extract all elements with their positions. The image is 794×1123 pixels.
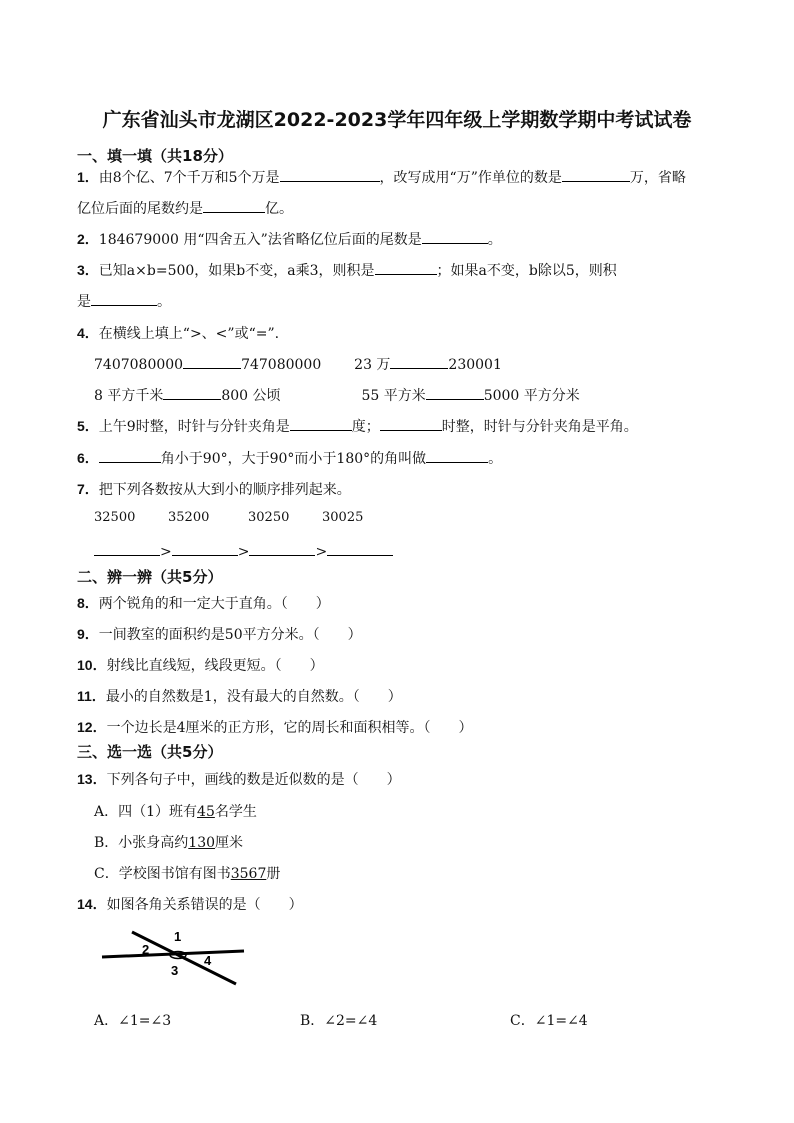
question-text: 一个边长是4厘米的正方形，它的周长和面积相等。（ ） [106, 720, 473, 736]
question-7 [77, 479, 351, 499]
question-8 [77, 593, 330, 613]
compare-item: 55 平方米 [361, 388, 426, 404]
question-number: 12． [77, 719, 107, 735]
q13-option-c[interactable] [94, 863, 280, 883]
option-text: C．学校图书馆有图书 [94, 866, 231, 882]
question-4 [77, 323, 279, 343]
question-text: 已知a×b=500，如果b不变，a乘3，则积是 [98, 263, 375, 279]
answer-blank[interactable] [91, 291, 157, 306]
compare-item: 5000 平方分米 [483, 388, 580, 404]
question-text: ，改写成用“万”作单位的数是 [379, 170, 562, 186]
greater-than-sign: > [160, 544, 172, 560]
question-13 [77, 769, 401, 789]
answer-blank[interactable] [380, 416, 442, 431]
option-text: B．小张身高约 [94, 835, 189, 851]
q14-option-a[interactable]: A．∠1=∠3 [94, 1013, 172, 1029]
section-heading-judge: 二、辨一辨（共5分） [77, 568, 223, 586]
answer-blank[interactable] [99, 448, 161, 463]
angle-label-3: 3 [171, 963, 179, 978]
greater-than-sign: > [315, 544, 328, 560]
question-number: 10． [77, 657, 107, 673]
question-text: 。 [157, 294, 171, 310]
compare-item: 800 公顷 [221, 388, 281, 404]
angle-label-2: 2 [142, 942, 150, 957]
answer-blank[interactable] [422, 229, 488, 244]
question-number: 1． [77, 169, 99, 185]
question-number: 13． [77, 771, 107, 787]
compare-item: 230001 [448, 357, 502, 373]
answer-blank[interactable] [290, 416, 352, 431]
answer-blank[interactable] [426, 385, 484, 400]
q13-option-a[interactable] [94, 801, 257, 821]
question-text: ；如果a不变，b除以5，则积 [436, 263, 617, 279]
question-number: 9． [77, 626, 99, 642]
question-12 [77, 717, 472, 737]
question-text: 射线比直线短，线段更短。（ ） [106, 658, 324, 674]
answer-blank[interactable] [280, 167, 380, 182]
angle-label-4: 4 [204, 953, 212, 968]
question-text: 。 [488, 451, 503, 467]
question-number: 5． [77, 418, 99, 434]
question-number: 14． [77, 896, 107, 912]
question-text: 亿位后面的尾数约是 [77, 201, 203, 217]
answer-blank[interactable] [163, 385, 221, 400]
answer-blank[interactable] [249, 541, 315, 556]
question-text: 在横线上填上“>、<”或“=”. [98, 326, 280, 342]
compare-item: 23 万 [354, 357, 391, 373]
answer-blank[interactable] [183, 354, 241, 369]
answer-blank[interactable] [375, 260, 437, 275]
question-text: 下列各句子中，画线的数是近似数的是（ ） [106, 772, 401, 788]
question-text: 把下列各数按从大到小的顺序排列起来。 [98, 482, 351, 498]
question-3-line-1 [77, 260, 617, 280]
question-4-row-2 [94, 385, 580, 405]
angle-label-1: 1 [174, 929, 182, 944]
question-number: 4． [77, 325, 99, 341]
question-2 [77, 229, 502, 249]
question-number: 8． [77, 595, 99, 611]
answer-blank[interactable] [94, 541, 160, 556]
question-6 [77, 448, 502, 468]
q7-number-2: 35200 [168, 510, 210, 525]
question-1-line-2 [77, 198, 293, 218]
question-7-answer-row [94, 541, 393, 560]
compare-item: 7407080000 [94, 357, 184, 373]
option-text: 册 [266, 866, 281, 882]
underlined-number: 45 [197, 804, 215, 820]
question-11 [77, 686, 402, 706]
q7-number-3: 30250 [248, 510, 290, 525]
underlined-number: 130 [188, 835, 216, 851]
underlined-number: 3567 [230, 866, 267, 882]
intersecting-lines-figure [96, 924, 256, 994]
q13-option-b[interactable] [94, 832, 243, 852]
question-text: 时整，时针与分针夹角是平角。 [441, 419, 638, 435]
answer-blank[interactable] [172, 541, 238, 556]
answer-blank[interactable] [327, 541, 393, 556]
question-text: 。 [487, 232, 502, 248]
option-text: 名学生 [214, 804, 257, 820]
compare-item: 8 平方千米 [94, 388, 164, 404]
option-text: A．四（1）班有 [94, 804, 198, 820]
question-14 [77, 894, 303, 914]
q14-option-c[interactable]: C．∠1=∠4 [510, 1013, 588, 1029]
question-number: 6． [77, 450, 99, 466]
answer-blank[interactable] [426, 448, 488, 463]
compare-item: 747080000 [241, 357, 322, 373]
question-text: 由8个亿、7个千万和5个万是 [98, 170, 280, 186]
question-text: 184679000 用“四舍五入”法省略亿位后面的尾数是 [98, 232, 422, 248]
question-number: 3． [77, 262, 99, 278]
question-number: 7． [77, 481, 99, 497]
question-text: 是 [77, 294, 91, 310]
question-text: 一间教室的面积约是50平方分米。（ ） [98, 627, 362, 643]
q14-option-b[interactable]: B．∠2=∠4 [300, 1013, 378, 1029]
question-5 [77, 416, 638, 436]
question-text: 万，省略 [629, 170, 686, 186]
section-heading-choose: 三、选一选（共5分） [77, 743, 223, 761]
q7-number-4: 30025 [322, 510, 364, 525]
question-text: 角小于90°，大于90°而小于180°的角叫做 [160, 451, 427, 467]
question-text: 亿。 [265, 201, 293, 217]
question-text: 两个锐角的和一定大于直角。（ ） [98, 596, 330, 612]
question-4-row-1 [94, 354, 502, 374]
question-number: 11． [77, 688, 106, 704]
answer-blank[interactable] [562, 167, 630, 182]
question-text: 度； [351, 419, 380, 435]
question-10 [77, 655, 324, 675]
greater-than-sign: > [237, 544, 250, 560]
page-title: 广东省汕头市龙湖区2022-2023学年四年级上学期数学期中考试试卷 [102, 109, 692, 131]
question-text: 最小的自然数是1，没有最大的自然数。（ ） [105, 689, 402, 705]
question-text: 如图各角关系错误的是（ ） [106, 897, 303, 913]
question-3-line-2 [77, 291, 171, 311]
question-text: 上午9时整，时针与分针夹角是 [98, 419, 290, 435]
option-text: 厘米 [215, 835, 244, 851]
section-heading-fill-in: 一、填一填（共18分） [77, 147, 233, 165]
question-1-line-1 [77, 167, 686, 187]
q7-number-1: 32500 [94, 510, 136, 525]
question-9 [77, 624, 362, 644]
question-number: 2． [77, 231, 99, 247]
answer-blank[interactable] [390, 354, 448, 369]
answer-blank[interactable] [203, 198, 265, 213]
